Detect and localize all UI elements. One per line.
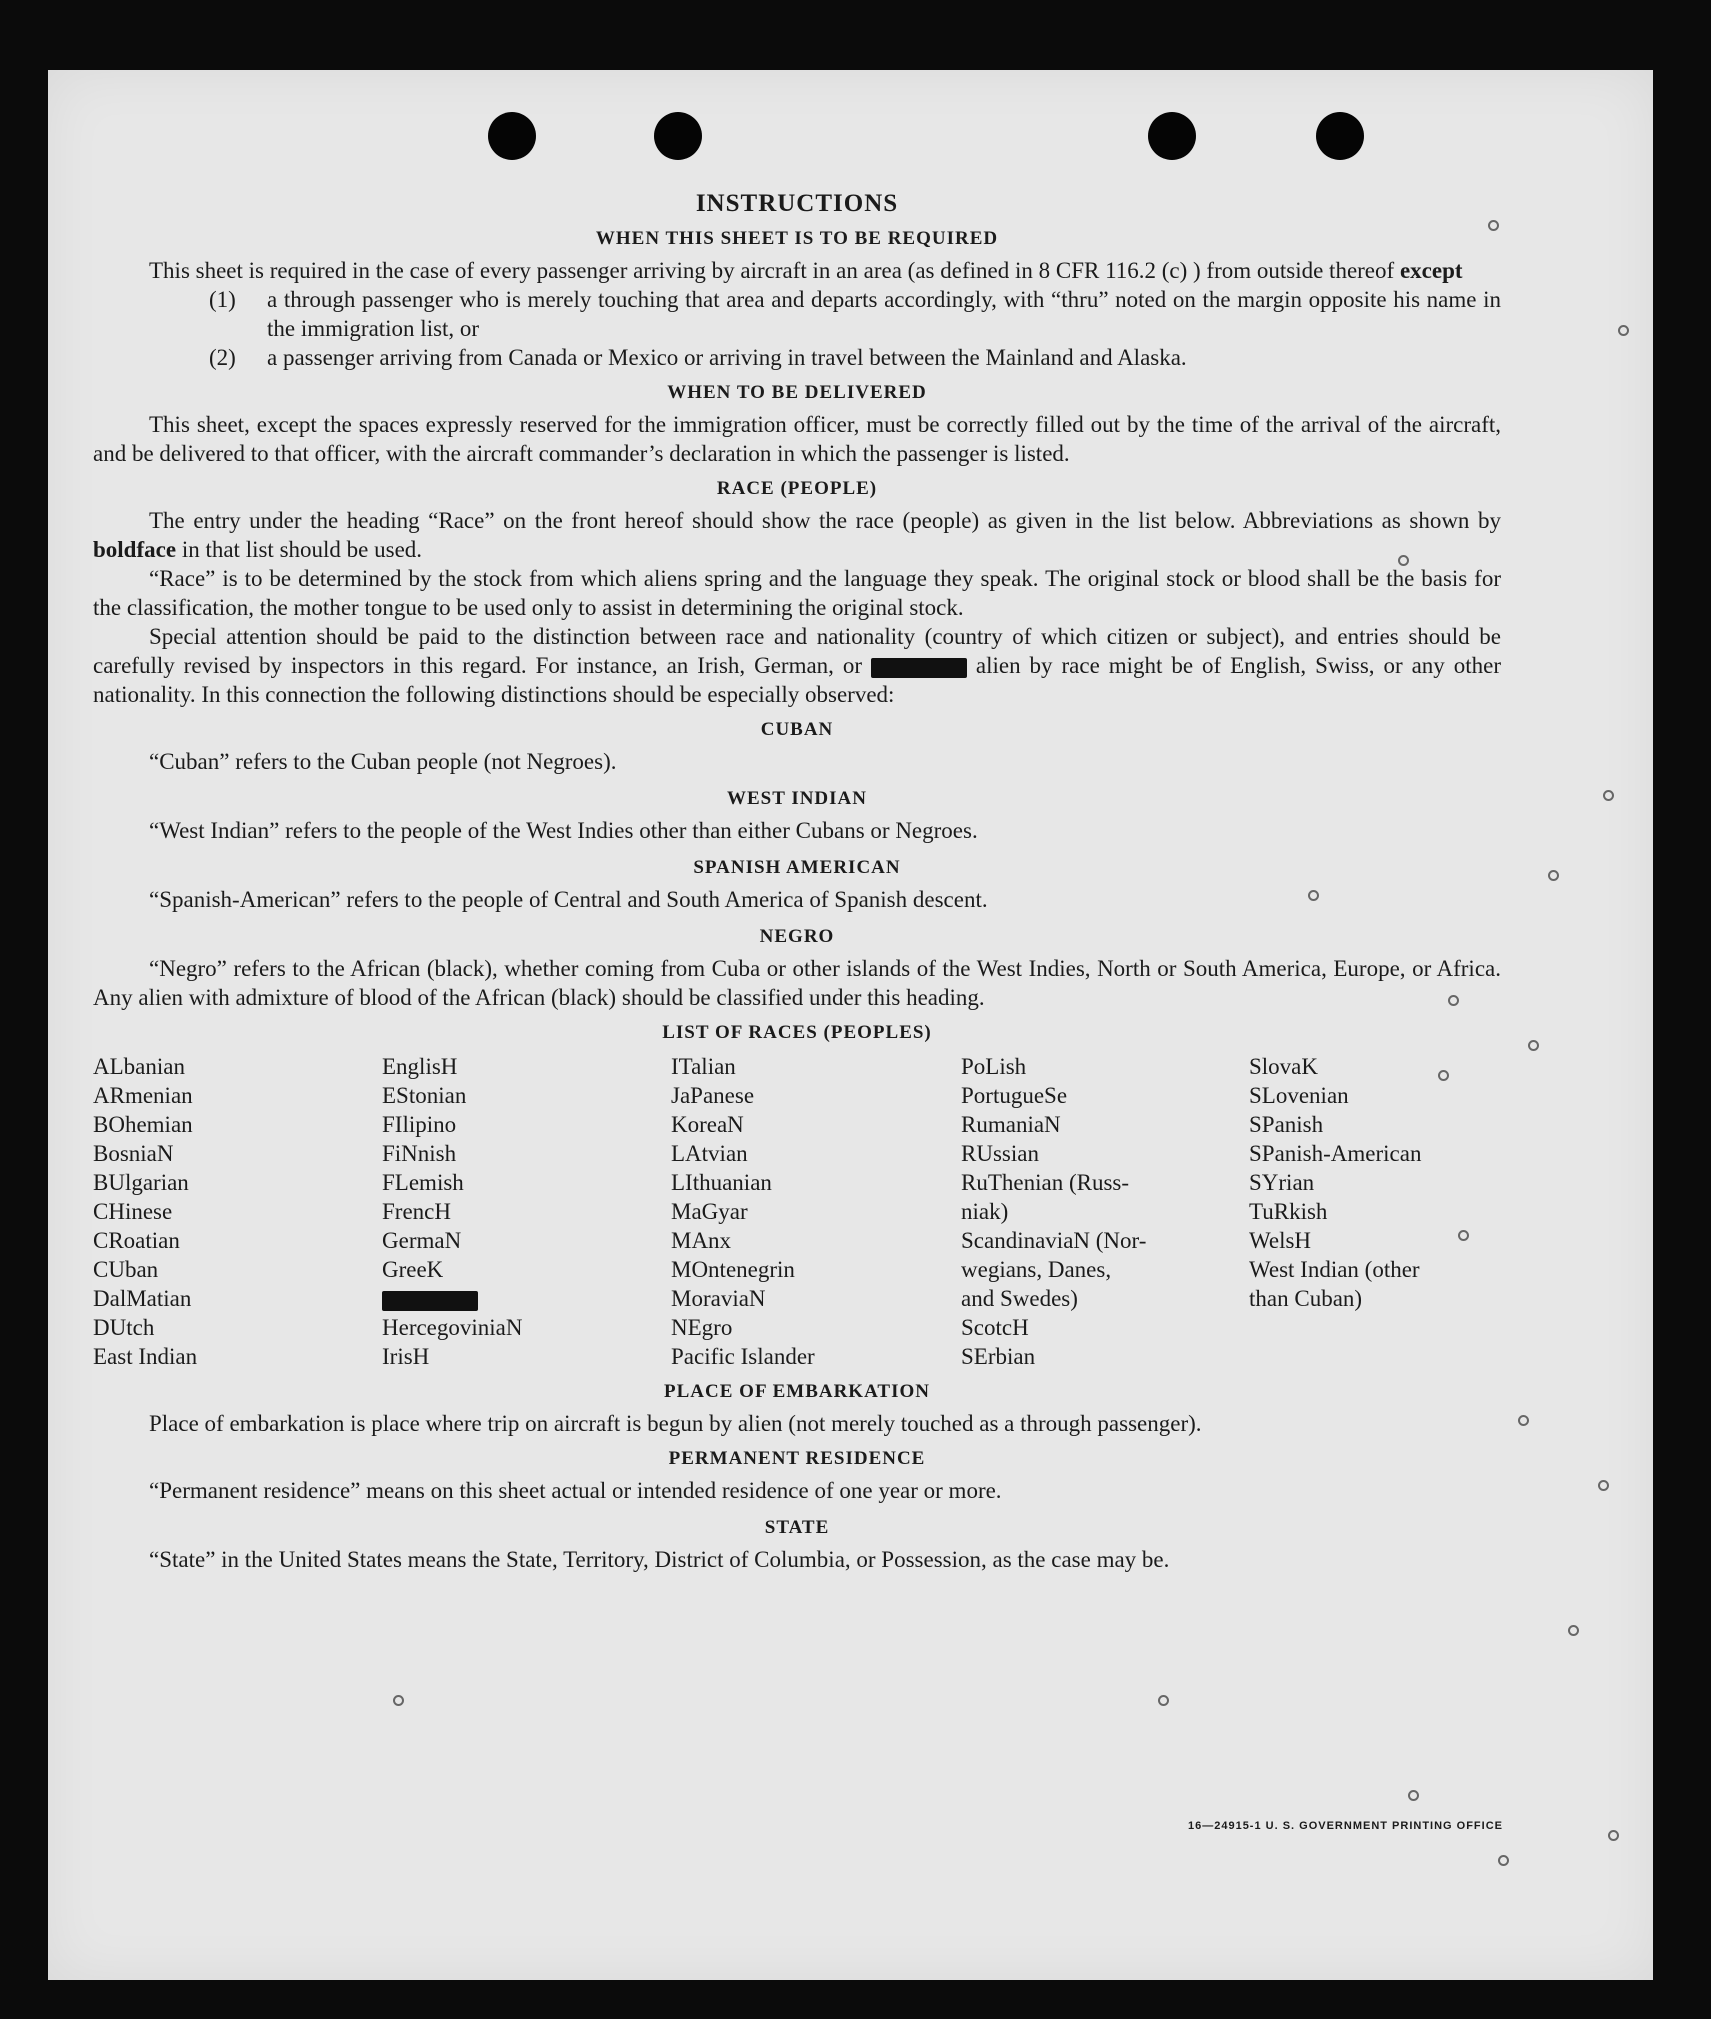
document-sheet [48,70,1653,1980]
race-column [1249,1052,1501,1371]
list-text: a through passenger who is merely touching that area and departs accordingly, with “thru” noted on the margin opposite his name in the immigration list, or [267,287,1501,341]
race-item: RumaniaN [961,1112,1061,1137]
race-item: RUssian [961,1141,1039,1166]
paragraph: “West Indian” refers to the people of the West Indies other than either Cubans or Negroes. [149,818,978,843]
section-heading: PLACE OF EMBARKATION [664,1381,930,1402]
race-item: ITalian [671,1054,736,1079]
scan-speck [393,1695,404,1706]
printer-imprint: 16—24915-1 U. S. GOVERNMENT PRINTING OFFICE [1187,1820,1503,1832]
section-heading: WHEN THIS SHEET IS TO BE REQUIRED [595,228,999,249]
paragraph: “Race” is to be determined by the stock from which aliens spring and the language they speak. The original stock or blood shall be the basis for the classification, the mother tongue to be used only to assist in determining the original stock. [93,566,1501,620]
race-item: FLemish [382,1170,464,1195]
race-column [93,1052,382,1371]
punch-hole [1316,112,1364,160]
scan-speck [1158,1695,1169,1706]
race-item: East Indian [93,1344,198,1369]
paragraph: “Negro” refers to the African (black), whether coming from Cuba or other islands of the West Indies, North or South America, Europe, or Africa. Any alien with admixture of blood of the African (black) should be classified under this heading. [93,956,1501,1010]
race-item: SPanish-American [1249,1141,1422,1166]
section-heading: LIST OF RACES (PEOPLES) [662,1022,932,1043]
instructions-content [93,190,1501,1574]
race-item: CRoatian [93,1228,180,1253]
punch-hole [488,112,536,160]
scan-speck [1598,1480,1609,1491]
scan-speck [1603,790,1614,801]
race-column [671,1052,961,1371]
race-item: SErbian [961,1344,1036,1369]
section-heading: RACE (PEOPLE) [716,478,878,499]
race-item: DUtch [93,1315,155,1340]
list-number: (1) [209,287,236,312]
paragraph [93,256,1501,285]
list-number: (2) [209,345,236,370]
race-item: EnglisH [382,1054,458,1079]
section-heading: WHEN TO BE DELIVERED [667,382,927,403]
race-item: ScandinaviaN (Nor- wegians, Danes, and Swedes) [961,1228,1147,1311]
race-item: SYrian [1249,1170,1315,1195]
race-list [93,1052,1501,1371]
paragraph [93,506,1501,564]
section-heading: STATE [764,1517,830,1538]
race-item: GermaN [382,1228,462,1253]
race-item: JaPanese [671,1083,755,1108]
race-item: Pacific Islander [671,1344,815,1369]
punch-hole [1148,112,1196,160]
paragraph: “Spanish-American” refers to the people of Central and South America of Spanish descent. [149,887,988,912]
list-item [93,343,1501,372]
race-item: ARmenian [93,1083,193,1108]
race-item: MOntenegrin [671,1257,795,1282]
redaction-mark [871,658,967,678]
race-item: FIlipino [382,1112,457,1137]
list-item [93,285,1501,343]
race-item: PoLish [961,1054,1027,1079]
paragraph: This sheet, except the spaces expressly reserved for the immigration officer, must be correctly filled out by the time of the arrival of the aircraft, and be delivered to that officer, with the aircraft commander’s declaration in which the passenger is listed. [93,412,1501,466]
race-item: MaGyar [671,1199,748,1224]
scan-speck [1498,1855,1509,1866]
race-item: SLovenian [1249,1083,1349,1108]
paragraph-text: This sheet is required in the case of every passenger arriving by aircraft in an area (as defined in 8 CFR 116.2 (c) ) from outside thereof [149,258,1400,283]
race-item: FiNnish [382,1141,457,1166]
race-item: DalMatian [93,1286,192,1311]
race-item: EStonian [382,1083,467,1108]
scan-speck [1568,1625,1579,1636]
race-item: GreeK [382,1257,444,1282]
race-item: NEgro [671,1315,733,1340]
race-item: TuRkish [1249,1199,1328,1224]
paragraph-text: The entry under the heading “Race” on the front hereof should show the race (people) as given in the list below. Abbreviations as shown by [149,508,1501,533]
paragraph: “Permanent residence” means on this sheet actual or intended residence of one year or more. [149,1478,1002,1503]
race-item: LAtvian [671,1141,748,1166]
race-item: MAnx [671,1228,732,1253]
race-item-redacted [382,1284,671,1313]
paragraph [93,622,1501,709]
race-item: BOhemian [93,1112,193,1137]
punch-hole [654,112,702,160]
page-title: INSTRUCTIONS [695,190,899,217]
paragraph-text: Special attention should be paid to the distinction between race and nationality (country of which citizen or subject), and entries should be carefully revised by inspectors in this regard. For instance, an Irish, German, or [93,624,1501,678]
race-item: PortugueSe [961,1083,1068,1108]
race-item: HercegoviniaN [382,1315,523,1340]
race-item: KoreaN [671,1112,744,1137]
race-item: FrencH [382,1199,451,1224]
paragraph-text: alien by race might be of English, Swiss, or any other nationality. In this connection the following distinctions should be especially observed: [93,653,1501,707]
race-item: ScotcH [961,1315,1029,1340]
race-item: RuThenian (Russ- niak) [961,1170,1130,1224]
scan-speck [1618,325,1629,336]
scan-speck [1518,1415,1529,1426]
paragraph: Place of embarkation is place where trip on aircraft is begun by alien (not merely touched as a through passenger). [149,1411,1202,1436]
section-heading: CUBAN [760,719,834,740]
race-item: ALbanian [93,1054,185,1079]
paragraph: “State” in the United States means the State, Territory, District of Columbia, or Possession, as the case may be. [149,1547,1170,1572]
race-item: SPanish [1249,1112,1324,1137]
race-item: CHinese [93,1199,173,1224]
race-item: West Indian (other than Cuban) [1249,1257,1420,1311]
section-heading: WEST INDIAN [727,788,867,809]
scan-speck [1608,1830,1619,1841]
race-item: WelsH [1249,1228,1312,1253]
paragraph-text: in that list should be used. [176,537,423,562]
section-heading: SPANISH AMERICAN [693,857,901,878]
race-item: CUban [93,1257,159,1282]
scan-speck [1528,1040,1539,1051]
emphasis-text: except [1399,258,1463,283]
race-item: SlovaK [1249,1054,1318,1079]
race-item: LIthuanian [671,1170,772,1195]
race-item: BosniaN [93,1141,174,1166]
redaction-mark [382,1291,478,1311]
race-column [382,1052,671,1371]
paragraph: “Cuban” refers to the Cuban people (not Negroes). [149,749,617,774]
race-column [961,1052,1249,1371]
scan-speck [1548,870,1559,881]
emphasis-text: boldface [93,537,177,562]
section-heading: NEGRO [759,926,835,947]
race-item: BUlgarian [93,1170,189,1195]
race-item: IrisH [382,1344,430,1369]
list-text: a passenger arriving from Canada or Mexico or arriving in travel between the Mainland and Alaska. [267,345,1187,370]
race-item: MoraviaN [671,1286,766,1311]
scan-speck [1408,1790,1419,1801]
section-heading: PERMANENT RESIDENCE [668,1448,926,1469]
